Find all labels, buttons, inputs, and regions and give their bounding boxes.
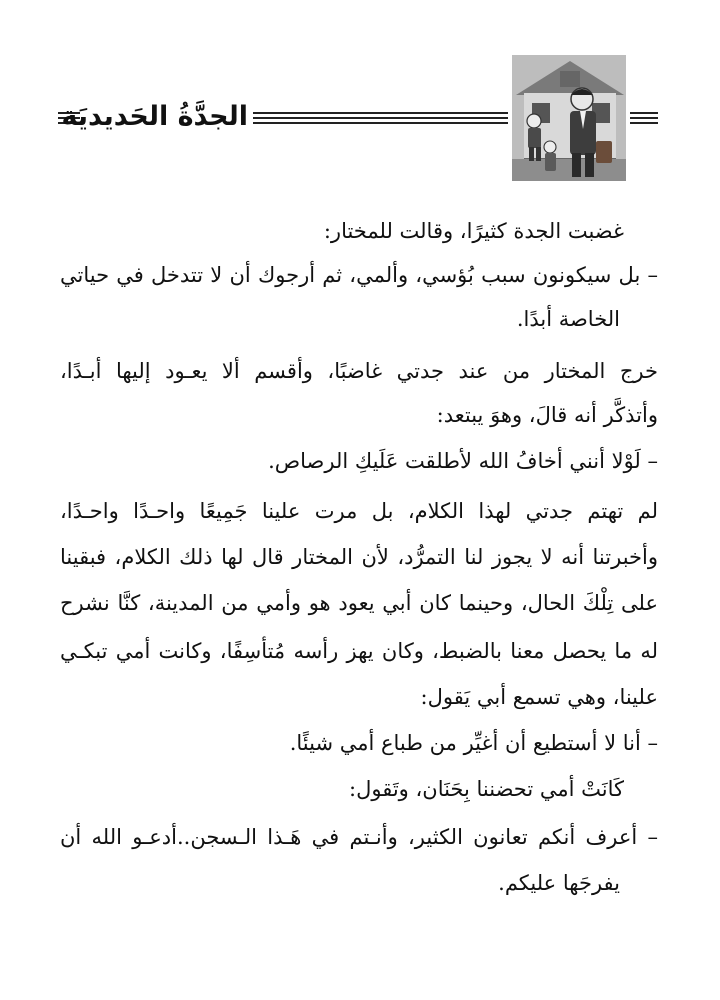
text-line: وأتذكَّر أنه قالَ، وهوَ يبتعد:: [436, 403, 658, 427]
text-line: يفرجَها عليكم.: [498, 871, 620, 895]
text-line: وأخبرتنا أنه لا يجوز لنا التمرُّد، لأن المختار قال لها ذلك الكلام، فبقينا: [60, 545, 658, 569]
text-line: – أعرف أنكم تعانون الكثير، وأنـتم في هَـذا الـسجن..أدعـو الله أن: [60, 825, 658, 849]
text-line: غضبت الجدة كثيرًا، وقالت للمختار:: [323, 219, 624, 243]
decorative-rule-right: [630, 112, 658, 124]
text-line: له ما يحصل معنا بالضبط، وكان يهز رأسه مُتأسِفًا، وكانت أمي تبكـي: [60, 639, 658, 663]
chapter-title: الجدَّةُ الحَديديَة: [61, 101, 248, 132]
text-line: كَانَتْ أمي تحضننا بِحَنَان، وتَقول:: [349, 777, 624, 801]
text-line: – أنا لا أستطيع أن أغيِّر من طباع أمي شيئًا.: [289, 731, 658, 755]
chapter-header: [58, 55, 658, 185]
house-family-illustration: [512, 55, 626, 181]
text-line: خرج المختار من عند جدتي غاضبًا، وأقسم ألا يعـود إليها أبـدًا،: [60, 359, 658, 383]
text-line: الخاصة أبدًا.: [516, 307, 620, 331]
text-line: – لَوْلا أنني أخافُ الله لأطلقت عَلَيكِ الرصاص.: [268, 449, 658, 473]
text-line: علينا، وهي تسمع أبي يَقول:: [420, 685, 658, 709]
text-line: لم تهتم جدتي لهذا الكلام، بل مرت علينا جَمِيعًا واحـدًا واحـدًا،: [60, 499, 658, 523]
decorative-rule-middle: [253, 112, 508, 124]
text-line: على تِلْكَ الحال، وحينما كان أبي يعود هو وأمي من المدينة، كنَّا نشرح: [60, 591, 658, 615]
text-line: – بل سيكونون سبب بُؤسي، وألمي، ثم أرجوك أن لا تتدخل في حياتي: [60, 263, 658, 287]
